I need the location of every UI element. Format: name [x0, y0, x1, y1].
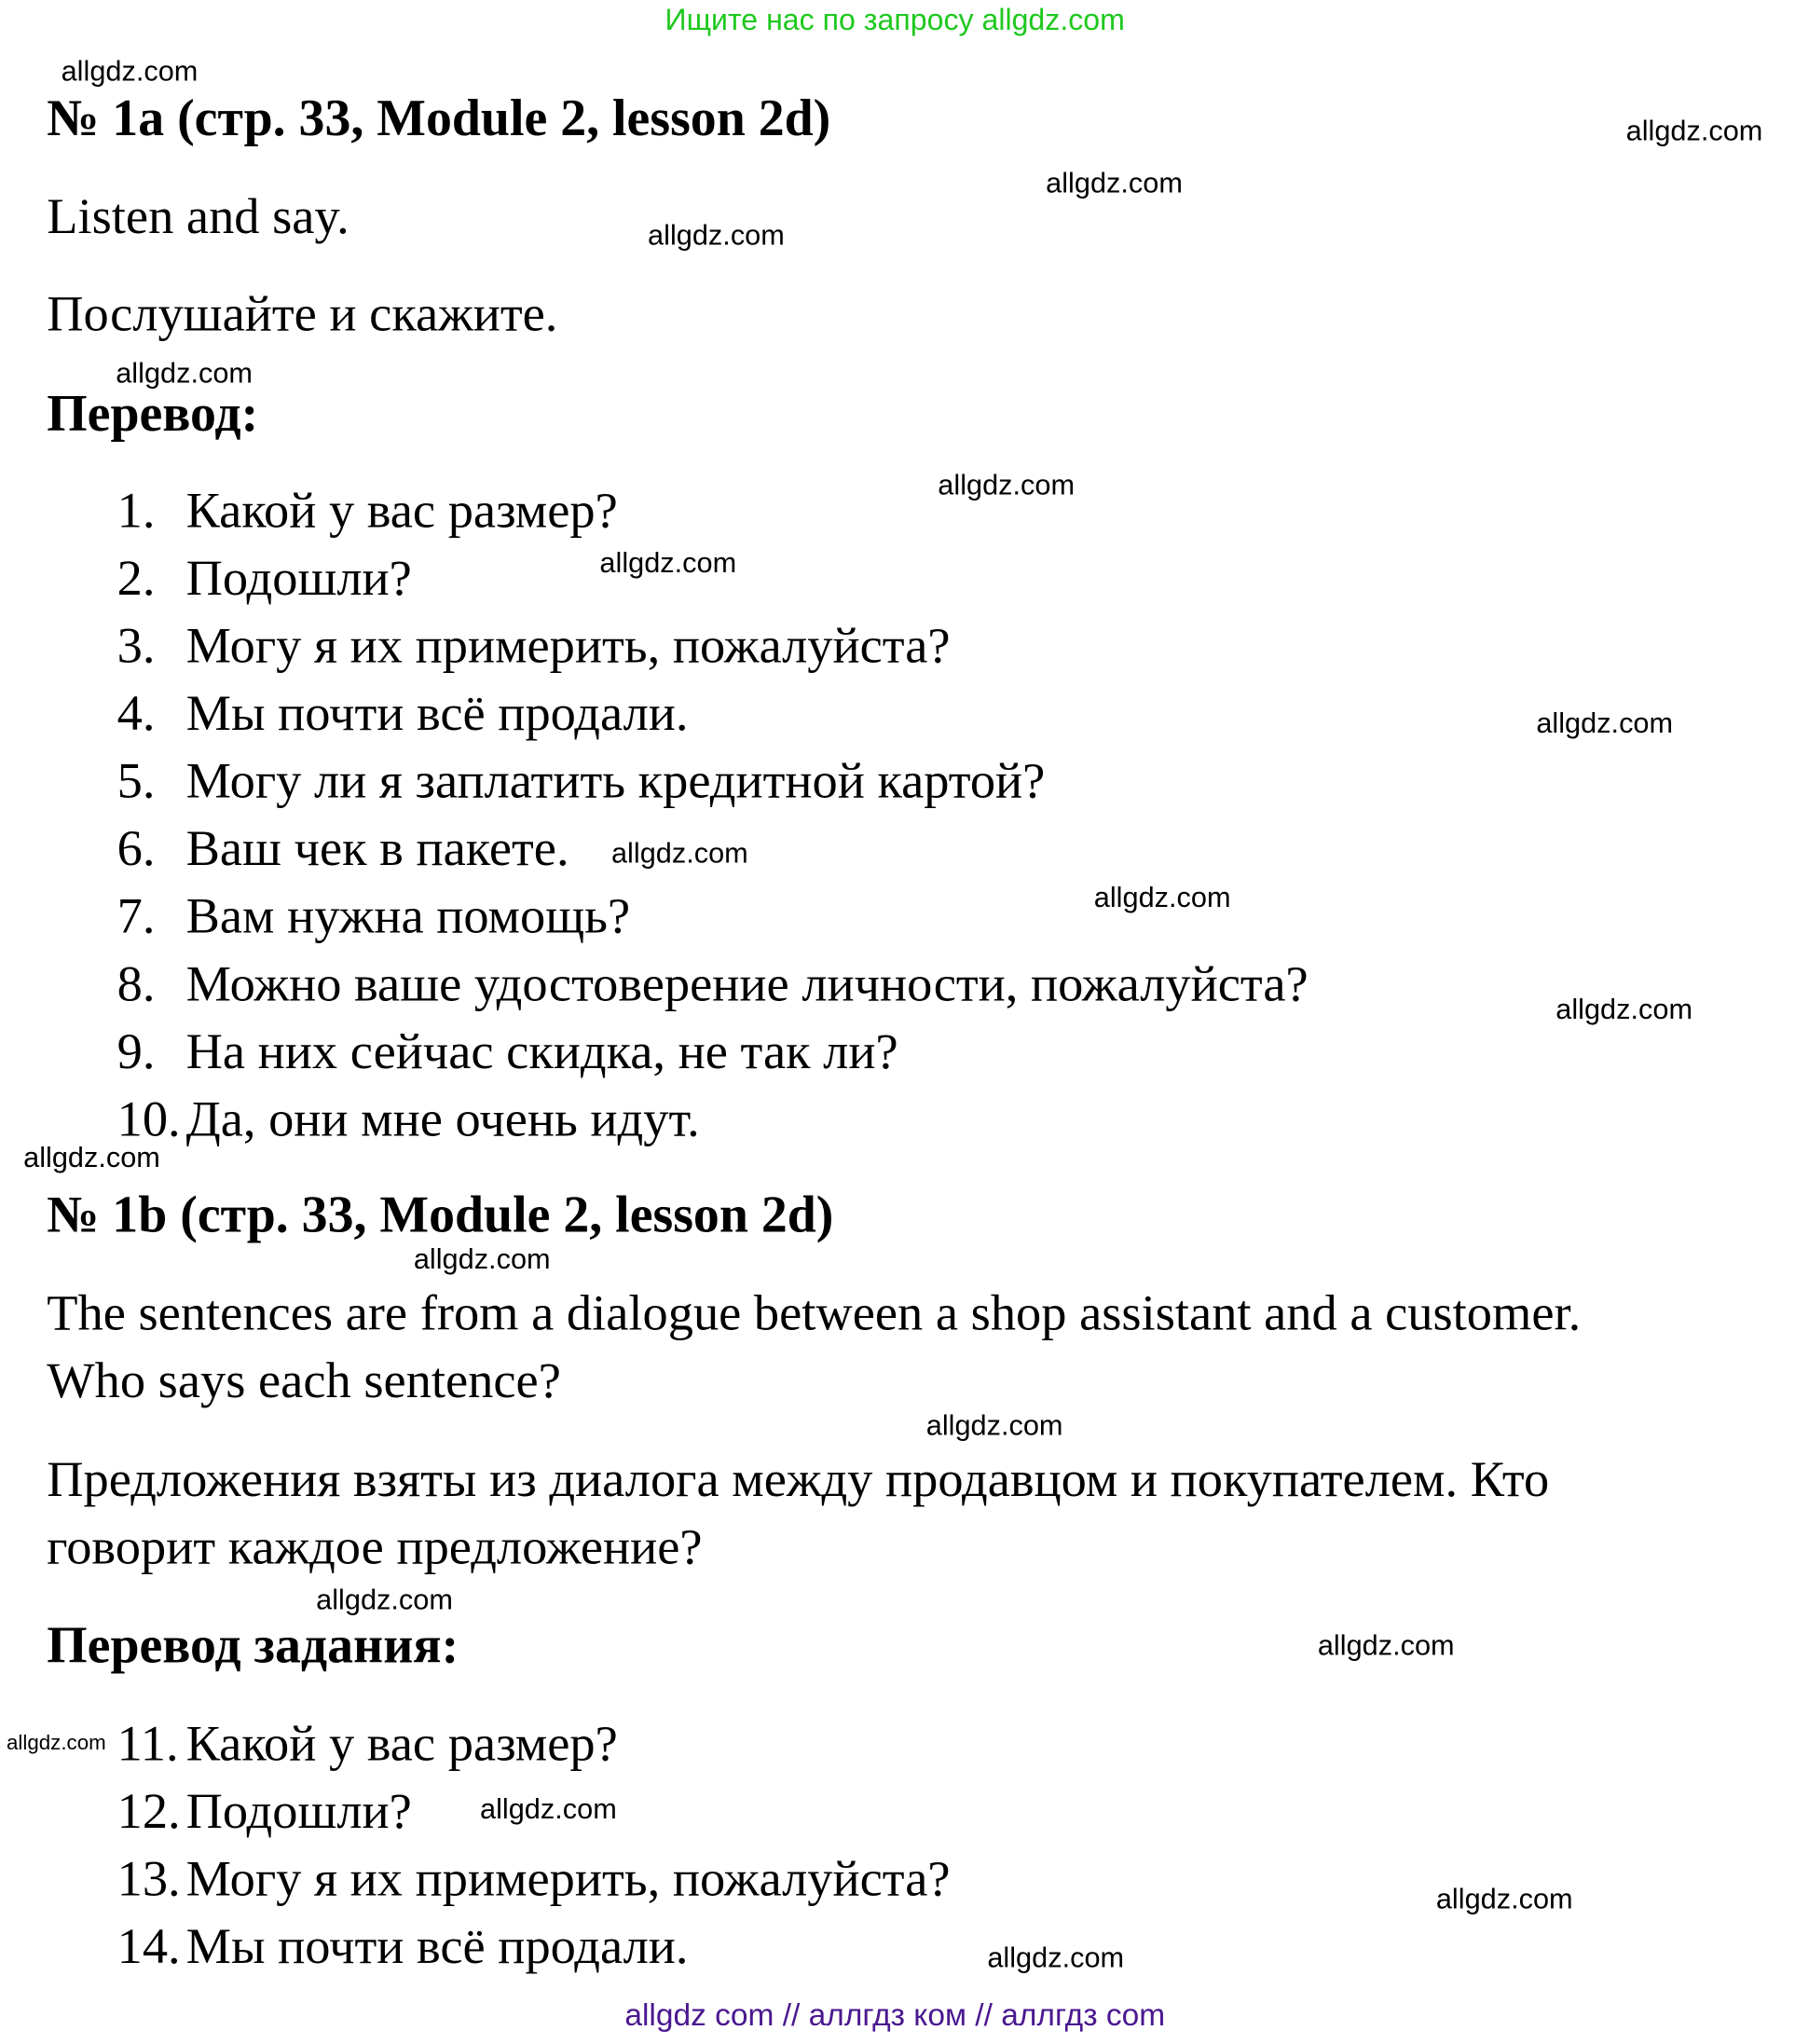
watermark-text: allgdz.com [648, 218, 785, 252]
translation-task-label: Перевод задания: [47, 1615, 459, 1675]
list-item-text: Можно ваше удостоверение личности, пожалуйста? [185, 955, 1309, 1012]
list-item-text: Могу ли я заплатить кредитной картой? [185, 753, 1046, 810]
list-item-text: Подошли? [185, 550, 412, 607]
list-item-number: 14. [116, 1918, 181, 1975]
list-item-number: 10. [116, 1091, 181, 1148]
list-item-number: 12. [116, 1783, 181, 1840]
task-en: Listen and say. [47, 188, 349, 245]
task-en-line-1: The sentences are from a dialogue between a shop assistant and a customer. [47, 1284, 1582, 1341]
watermark-text: allgdz.com [480, 1792, 617, 1826]
list-item-text: Мы почти всё продали. [185, 1918, 689, 1975]
watermark-text: allgdz.com [925, 1408, 1063, 1442]
watermark-text: allgdz.com [1555, 992, 1693, 1025]
list-item-text: Да, они мне очень идут. [185, 1091, 700, 1148]
task-ru-line-1: Предложения взяты из диалога между продавцом и покупателем. Кто [47, 1451, 1550, 1508]
list-item-number: 4. [116, 685, 156, 742]
list-item-number: 6. [116, 820, 156, 877]
list-item-text: Какой у вас размер? [185, 1715, 618, 1772]
watermark-text: allgdz.com [987, 1941, 1125, 1974]
task-ru-line-2: говорит каждое предложение? [47, 1519, 703, 1576]
list-item-number: 9. [116, 1023, 156, 1080]
list-item-text: Подошли? [185, 1783, 412, 1840]
list-item-number: 8. [116, 955, 156, 1012]
list-item-text: Мы почти всё продали. [185, 685, 689, 742]
list-item-text: Какой у вас размер? [185, 482, 618, 539]
task-en-line-2: Who says each sentence? [47, 1352, 561, 1409]
list-item-text: Могу я их примерить, пожалуйста? [185, 1851, 951, 1908]
watermark-text: allgdz.com [610, 836, 748, 870]
watermark-text: allgdz.com [23, 1141, 160, 1173]
watermark-text: allgdz.com [938, 468, 1076, 501]
watermark-text: allgdz.com [1625, 114, 1763, 147]
section-a-title: № 1a (стр. 33, Module 2, lesson 2d) [47, 88, 831, 147]
list-item-text: Ваш чек в пакете. [185, 820, 569, 877]
watermark-text: allgdz.com [1317, 1628, 1455, 1662]
watermark-text: allgdz.com [116, 356, 253, 390]
watermark-text: allgdz.com [1046, 166, 1183, 199]
section-b-title: № 1b (стр. 33, Module 2, lesson 2d) [47, 1185, 834, 1244]
watermark-text: allgdz.com [6, 1733, 106, 1755]
footer-links[interactable]: allgdz com // аллгдз ком // аллгдз com [624, 1997, 1166, 2034]
list-item-text: На них сейчас скидка, не так ли? [185, 1023, 898, 1080]
list-item-number: 3. [116, 617, 156, 674]
watermark-text: allgdz.com [1435, 1882, 1573, 1915]
list-item-number: 2. [116, 550, 156, 607]
list-item-number: 11. [116, 1715, 179, 1772]
top-banner[interactable]: Ищите нас по запросу allgdz.com [665, 2, 1125, 37]
watermark-text: allgdz.com [1536, 706, 1674, 739]
list-item-number: 7. [116, 888, 156, 945]
watermark-text: allgdz.com [599, 546, 737, 580]
watermark-text: allgdz.com [1093, 880, 1231, 913]
watermark-text: allgdz.com [61, 54, 199, 88]
list-item-text: Могу я их примерить, пожалуйста? [185, 617, 951, 674]
list-item-text: Вам нужна помощь? [185, 888, 631, 945]
translation-label: Перевод: [47, 383, 259, 443]
task-ru: Послушайте и скажите. [47, 286, 558, 343]
list-item-number: 1. [116, 482, 156, 539]
list-item-number: 13. [116, 1851, 181, 1908]
watermark-text: allgdz.com [316, 1583, 453, 1616]
watermark-text: allgdz.com [413, 1241, 551, 1275]
list-item-number: 5. [116, 753, 156, 810]
